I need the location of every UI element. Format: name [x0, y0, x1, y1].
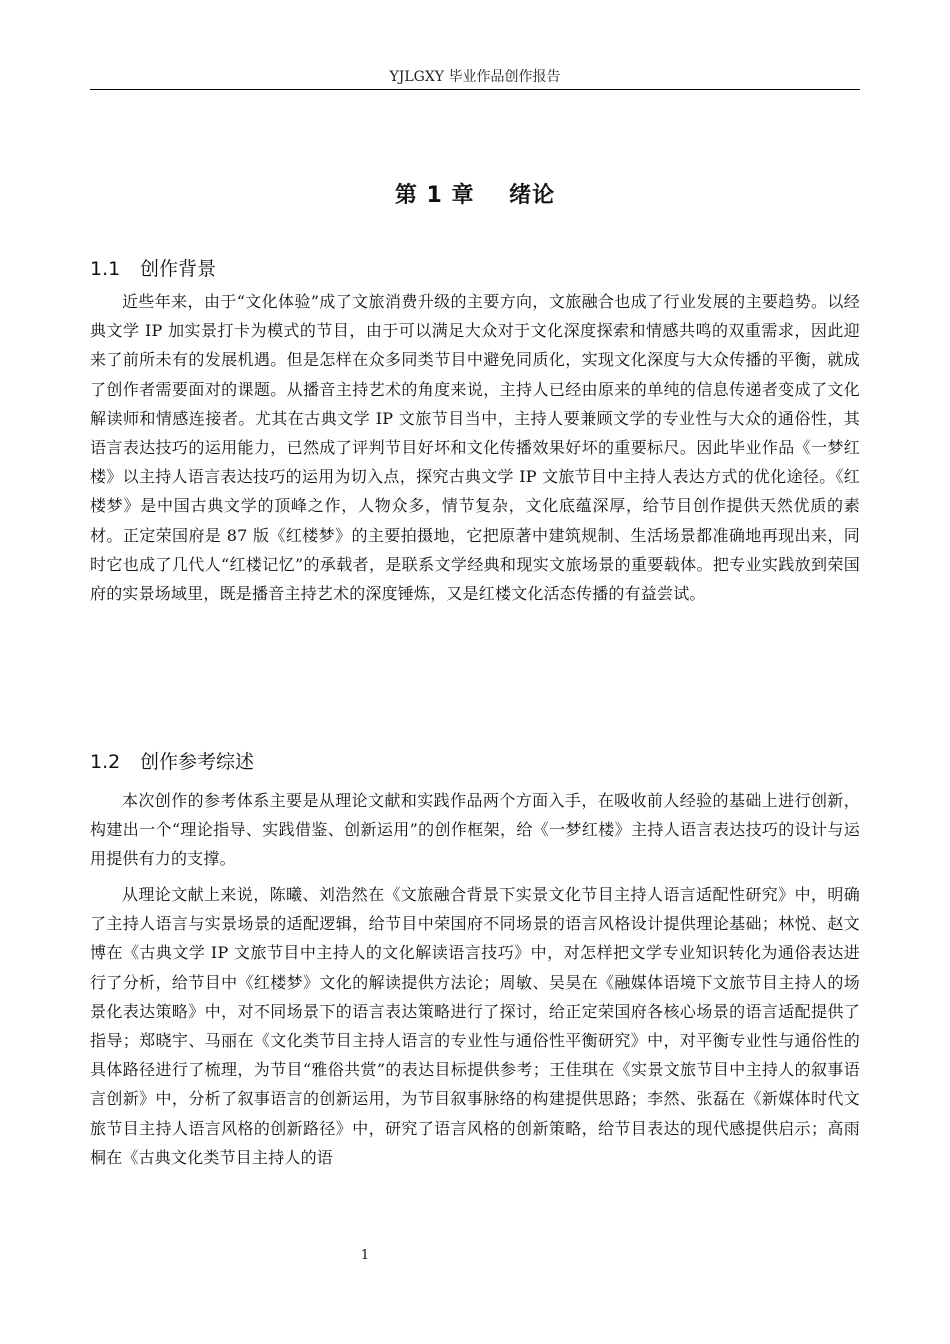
header-rule [90, 89, 860, 90]
paragraph-reference-intro: 本次创作的参考体系主要是从理论文献和实践作品两个方面入手，在吸收前人经验的基础上进行创新，构建出一个“理论指导、实践借鉴、创新运用”的创作框架，给《一梦红楼》主持人语言表达技巧的设计与运用提供有力的支撑。 [90, 791, 860, 869]
paragraph-background: 近些年来，由于“文化体验”成了文旅消费升级的主要方向，文旅融合也成了行业发展的主要趋势。以经典文学 IP 加实景打卡为模式的节目，由于可以满足大众对于文化深度探索和情感共鸣的双重需求，因此迎来了前所未有的发展机遇。但是怎样在众多同类节目中避免同质化，实现文化深度与大众传播的平衡，就成了创作者需要面对的课题。从播音主持艺术的角度来说，主持人已经由原来的单纯的信息传递者变成了文化解读师和情感连接者。尤其在古典文学 IP 文旅节目当中，主持人要兼顾文学的专业性与大众的通俗性，其语言表达技巧的运用能力，已然成了评判节目好坏和文化传播效果好坏的重要标尺。因此毕业作品《一梦红楼》以主持人语言表达技巧的运用为切入点，探究古典文学 IP 文旅节目中主持人表达方式的优化途径。《红楼梦》是中国古典文学的顶峰之作，人物众多，情节复杂，文化底蕴深厚，给节目创作提供天然优质的素材。正定荣国府是 87 版《红楼梦》的主要拍摄地，它把原著中建筑规制、生活场景都准确地再现出来，同时它也成了几代人“红楼记忆”的承载者，是联系文学经典和现实文旅场景的重要载体。把专业实践放到荣国府的实景场域里，既是播音主持艺术的深度锤炼，又是红楼文化活态传播的有益尝试。 [90, 292, 860, 604]
running-header: YJLGXY 毕业作品创作报告 [389, 69, 561, 85]
section-title-text: 创作背景 [140, 258, 217, 280]
section-heading-1-1 [90, 254, 860, 281]
section-heading-1-2 [90, 747, 860, 774]
page-number: 1 [360, 1248, 370, 1263]
chapter-title: 第 1 章 绪论 [394, 183, 556, 208]
paragraph-reference-theory: 从理论文献上来说，陈曦、刘浩然在《文旅融合背景下实景文化节目主持人语言适配性研究》中，明确了主持人语言与实景场景的适配逻辑，给节目中荣国府不同场景的语言风格设计提供理论基础；林悦、赵文博在《古典文学 IP 文旅节目中主持人的文化解读语言技巧》中，对怎样把文学专业知识转化为通俗表达进行了分析，给节目中《红楼梦》文化的解读提供方法论；周敏、吴昊在《融媒体语境下文旅节目主持人的场景化表达策略》中，对不同场景下的语言表达策略进行了探讨，给正定荣国府各核心场景的语言适配提供了指导；郑晓宇、马丽在《文化类节目主持人语言的专业性与通俗性平衡研究》中，对平衡专业性与通俗性的具体路径进行了梳理，为节目“雅俗共赏”的表达目标提供参考；王佳琪在《实景文旅节目中主持人的叙事语言创新》中，分析了叙事语言的创新运用，为节目叙事脉络的构建提供思路；李然、张磊在《新媒体时代文旅节目主持人语言风格的创新路径》中，研究了语言风格的创新策略，给节目表达的现代感提供启示；高雨桐在《古典文化类节目主持人的语 [90, 885, 860, 1167]
section-title-text: 创作参考综述 [140, 751, 255, 773]
section-number: 1.1 [90, 258, 121, 280]
section-number: 1.2 [90, 751, 121, 773]
